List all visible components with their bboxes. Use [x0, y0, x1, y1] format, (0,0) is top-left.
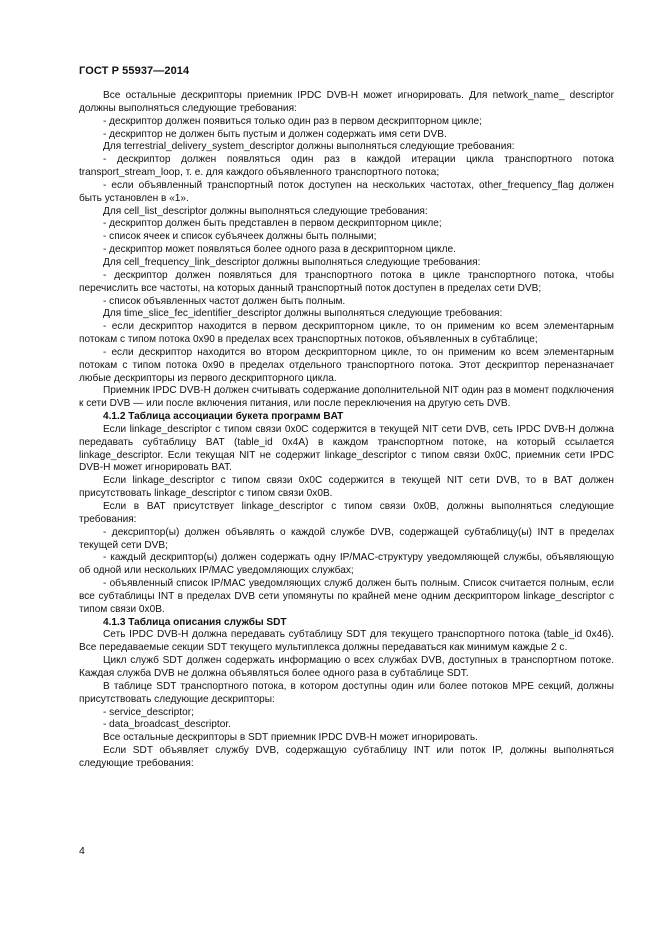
paragraph: Приемник IPDC DVB-H должен считывать содержание дополнительной NIT один раз в момент подключения к сети DVB — или после включения питания, или после переключения на другую сеть DVB.	[79, 385, 614, 410]
paragraph: В таблице SDT транспортного потока, в котором доступны один или более потоков MPE секций, должны присутствовать следующие дескрипторы:	[79, 680, 614, 705]
paragraph: Если в BAT присутствует linkage_descriptor с типом связи 0x0B, должны выполняться следующие требования:	[79, 501, 614, 525]
list-item: - дескриптор должен быть представлен в первом дескрипторном цикле;	[103, 218, 442, 230]
list-item: - объявленный список IP/MAC уведомляющих служб должен быть полным. Список считается полным, если все субтаблицы INT в пределах DVB сети упомянуты по крайней мене одним дескриптором linkage_descriptor с типом связи 0x0B.	[79, 578, 614, 615]
document-body	[79, 90, 614, 771]
paragraph: Для time_slice_fec_identifier_descriptor должны выполняться следующие требования:	[103, 308, 503, 320]
list-item: - дексриптор(ы) должен объявлять о каждой службе DVB, содержащей субтаблицу(ы) INT в пределах текущей сети DVB;	[79, 526, 614, 551]
page-number: 4	[79, 845, 85, 857]
paragraph: Все остальные дескрипторы в SDT приемник IPDC DVB-H может игнорировать.	[103, 732, 478, 744]
list-item: - service_descriptor;	[103, 706, 194, 718]
list-item: - дескриптор не должен быть пустым и должен содержать имя сети DVB.	[103, 128, 447, 140]
list-item: - каждый дескриптор(ы) должен содержать одну IP/MAC-структуру уведомляющей службы, объявляющую об одной или нескольких IP/MAC уведомляющих службах;	[79, 552, 614, 577]
paragraph: Цикл служб SDT должен содержать информацию о всех службах DVB, доступных в транспортном потоке. Каждая служба DVB не должна объявляться более одного раза в субтаблице SDT.	[79, 655, 614, 679]
list-item: - дескриптор должен появиться только один раз в первом дескрипторном цикле;	[103, 115, 482, 127]
paragraph: Для terrestrial_delivery_system_descriptor должны выполняться следующие требования:	[103, 141, 515, 153]
list-item: - дескриптор должен появляться один раз в каждой итерации цикла транспортного потока transport_stream_loop, т. е. для каждого объявленного транспортного потока;	[79, 154, 614, 179]
list-item: - если объявленный транспортный поток доступен на нескольких частотах, other_frequency_flag должен быть установлен в «1».	[79, 179, 614, 204]
list-item: - если дескриптор находится во втором дескрипторном цикле, то он применим ко всем элементарным потокам с типом потока 0x90 в пределах отдельного транспортного потока. Этот дескриптор переназначает любые дескрипторы из первого дескрипторного цикла.	[79, 346, 614, 384]
list-item: - список объявленных частот должен быть полным.	[103, 295, 346, 307]
list-item: - если дескриптор находится в первом дескрипторном цикле, то он применим ко всем элементарным потокам с типом потока 0x90 в пределах всех транспортных потоков, объявленных в субтаблице;	[79, 321, 614, 346]
section-heading: 4.1.2 Таблица ассоциации букета программ BAT	[103, 411, 344, 423]
paragraph: Если linkage_descriptor с типом связи 0x0C содержится в текущей NIT сети DVB, сеть IPDC DVB-H должна передавать субтаблицу BAT (table_id 0x4A) в каждом транспортном потоке, на который ссылается linkage_descriptor. Если текущая NIT не содержит linkage_descriptor с типом связи 0x0C, приемник сети IPDC DVB-H может игнорировать BAT.	[79, 423, 614, 474]
paragraph: Для cell_frequency_link_descriptor должны выполняться следующие требования:	[103, 256, 481, 268]
list-item: - дескриптор может появляться более одного раза в дескрипторном цикле.	[103, 244, 456, 256]
paragraph: Для cell_list_descriptor должны выполняться следующие требования:	[103, 205, 428, 217]
paragraph: Сеть IPDC DVB-H должна передавать субтаблицу SDT для текущего транспортного потока (table_id 0x46). Все передаваемые секции SDT текущего мультиплекса должны передаваться как минимум каждые 2 с.	[79, 629, 614, 654]
document-header: ГОСТ Р 55937—2014	[79, 65, 190, 77]
paragraph: Если linkage_descriptor с типом связи 0x0C содержится в текущей NIT сети DVB, то в BAT должен присутствовать linkage_descriptor с типом связи 0x0B.	[79, 475, 614, 500]
section-heading: 4.1.3 Таблица описания службы SDT	[103, 616, 287, 628]
list-item: - data_broadcast_descriptor.	[103, 719, 231, 731]
list-item: - дескриптор должен появляться для транспортного потока в цикле транспортного потока, чтобы перечислить все частоты, на которых данный транспортный поток доступен в пределах сети DVB;	[79, 269, 614, 294]
paragraph: Все остальные дескрипторы приемник IPDC DVB-H может игнорировать. Для network_name_ descriptor должны выполняться следующие требования:	[79, 90, 614, 114]
list-item: - список ячеек и список субъячеек должны быть полными;	[103, 231, 377, 243]
paragraph: Если SDT объявляет службу DVB, содержащую субтаблицу INT или поток IP, должны выполняться следующие требования:	[79, 745, 614, 769]
